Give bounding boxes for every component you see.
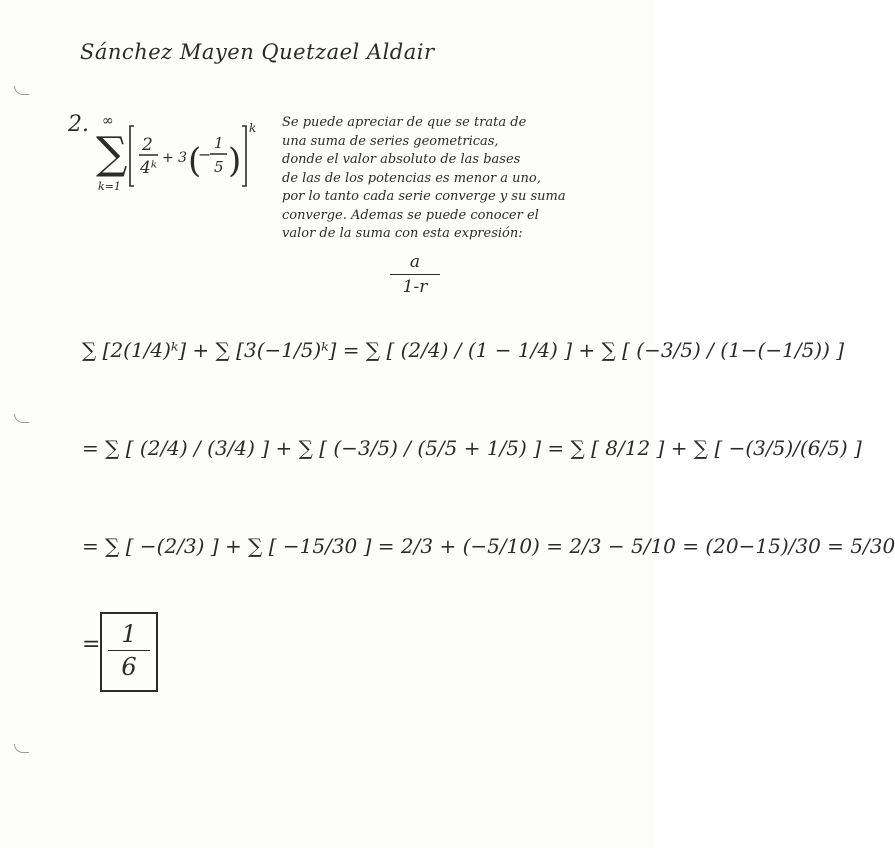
sum-formula: [390, 252, 440, 297]
final-answer-box: [100, 612, 158, 692]
explanation-line: converge. Ademas se puede conocer el: [282, 207, 539, 223]
svg-text:): ): [228, 141, 242, 181]
explanation-text: [282, 114, 566, 244]
exponent-k: k: [249, 121, 257, 135]
explanation-line: Se puede apreciar de que se trata de: [282, 115, 527, 130]
term2-denominator: 5: [214, 158, 224, 176]
minus-sign: −: [198, 145, 212, 164]
binder-hole-mark: [14, 86, 29, 95]
step-3: = ∑ [ −(2/3) ] + ∑ [ −15/30 ] = 2/3 + (−5/10) = 2/3 − 5/10 = (20−15)/30 = 5/30: [82, 534, 895, 558]
binder-hole-mark: [14, 414, 29, 423]
answer-numerator: 1: [121, 620, 137, 648]
step-2: = ∑ [ (2/4) / (3/4) ] + ∑ [ (−3/5) / (5/5 + 1/5) ] = ∑ [ 8/12 ] + ∑ [ −(3/5)/(6/5) ]: [82, 436, 862, 460]
sigma-symbol: ∑: [96, 128, 128, 179]
step-1: ∑ [2(1/4)ᵏ] + ∑ [3(−1/5)ᵏ] = ∑ [ (2/4) / (1 − 1/4) ] + ∑ [ (−3/5) / (1−(−1/5)) ]: [82, 338, 845, 362]
explanation-line: valor de la suma con esta expresión:: [282, 226, 523, 241]
student-name: Sánchez Mayen Quetzael Aldair: [80, 40, 435, 64]
equals-sign: =: [82, 632, 101, 657]
plus-3: + 3: [162, 150, 188, 166]
explanation-line: por lo tanto cada serie converge y su suma: [282, 189, 566, 204]
explanation-line: una suma de series geometricas,: [282, 133, 499, 149]
term1-denominator: 4ᵏ: [140, 158, 158, 178]
binder-hole-mark: [14, 744, 29, 753]
svg-text:(: (: [188, 141, 202, 181]
formula-denominator: 1-r: [402, 277, 428, 297]
answer-denominator: 6: [121, 653, 137, 681]
upper-limit: ∞: [102, 113, 114, 129]
formula-numerator: a: [409, 252, 421, 272]
explanation-line: donde el valor absoluto de las bases: [282, 152, 521, 167]
term2-numerator: 1: [214, 134, 224, 152]
final-answer: [102, 620, 156, 681]
problem-number: 2.: [68, 112, 89, 137]
lower-limit: k=1: [98, 180, 121, 193]
term1-numerator: 2: [142, 135, 153, 155]
explanation-line: de las de los potencias es menor a uno,: [282, 170, 541, 186]
series-statement: [90, 110, 270, 200]
